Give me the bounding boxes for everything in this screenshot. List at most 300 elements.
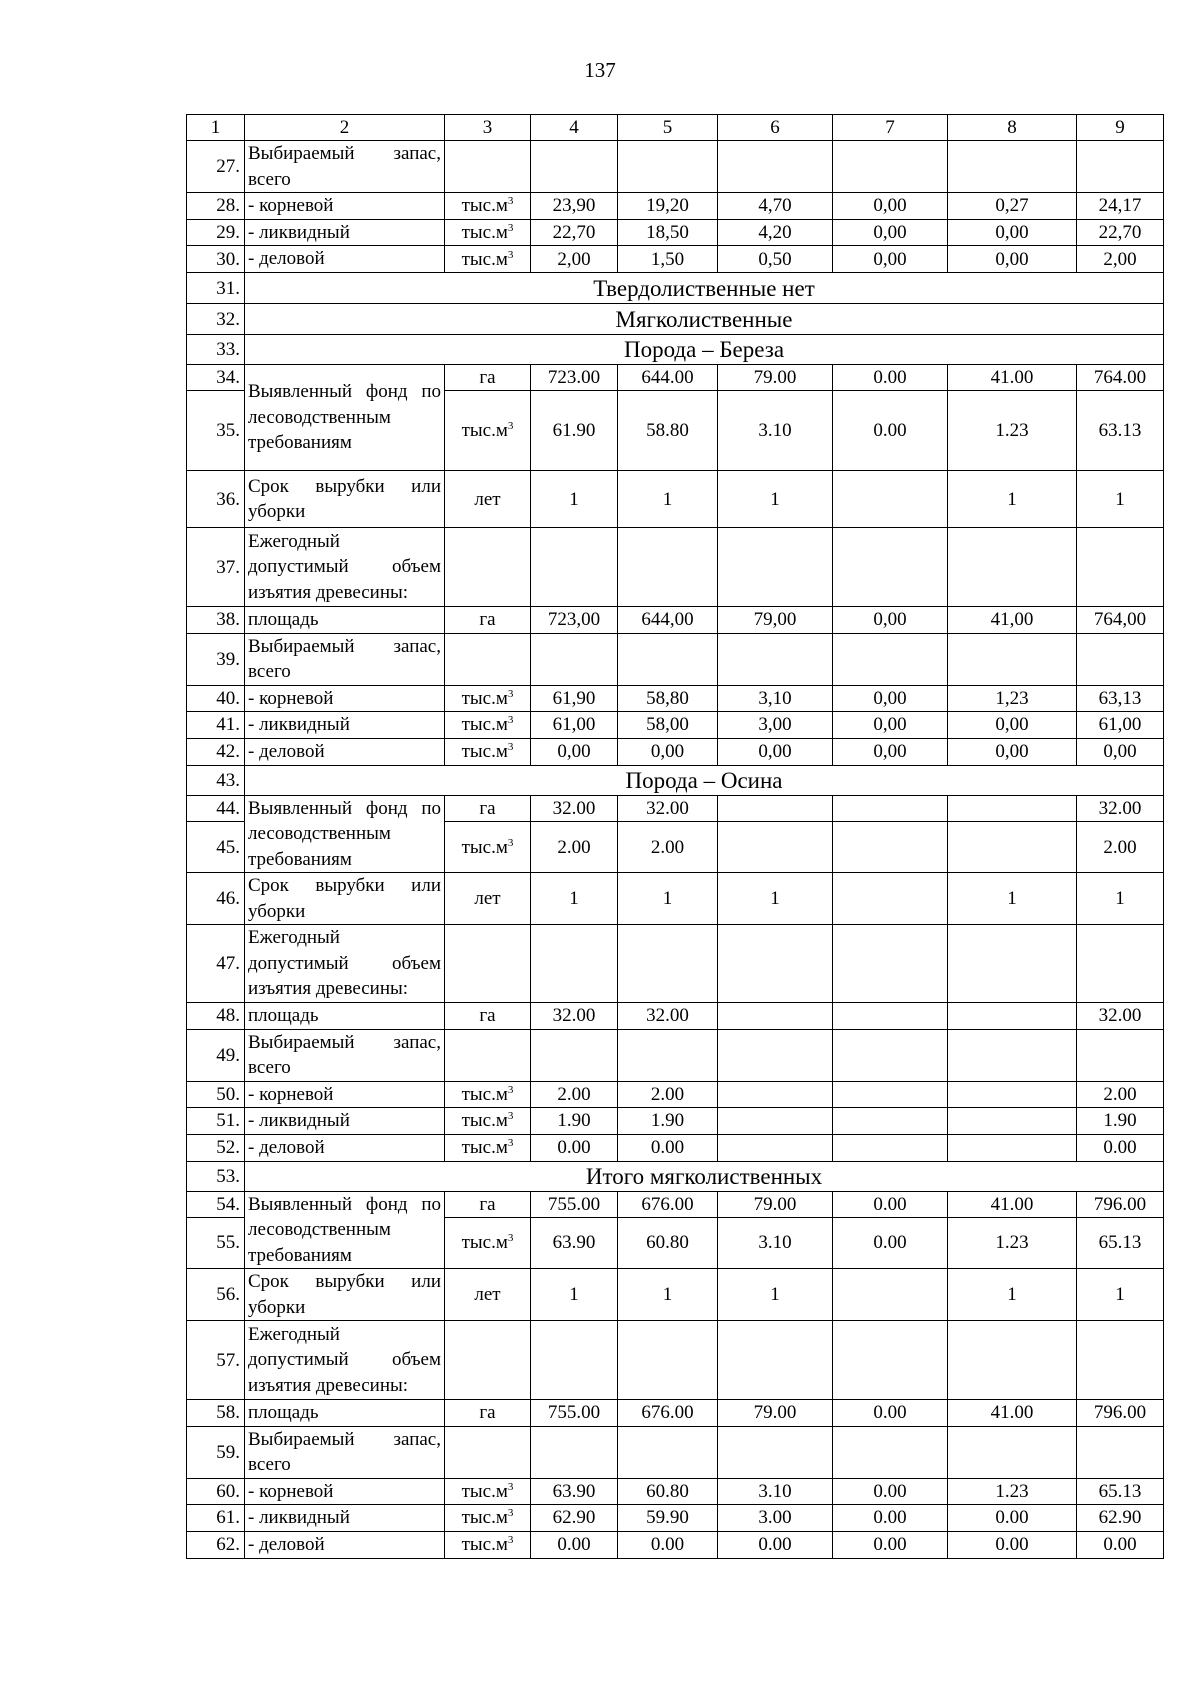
row-number: 30.	[187, 246, 245, 273]
value-cell	[718, 925, 833, 1003]
table-row	[187, 1191, 1164, 1217]
row-number: 59.	[187, 1426, 245, 1478]
unit-cell	[445, 528, 531, 607]
value-cell: 676.00	[618, 1191, 718, 1217]
header-cell: 7	[833, 115, 948, 141]
value-cell: 0,00	[833, 246, 948, 273]
value-cell: 1	[618, 873, 718, 925]
value-cell	[833, 1108, 948, 1135]
unit-cell: га	[445, 365, 531, 391]
value-cell	[1077, 925, 1164, 1003]
row-number: 31.	[187, 273, 245, 304]
value-cell: 2.00	[531, 1081, 618, 1108]
table-row	[187, 712, 1164, 739]
value-cell	[948, 1108, 1077, 1135]
section-title: Мягколиственные	[245, 304, 1164, 335]
value-cell: 65.13	[1077, 1478, 1164, 1505]
value-cell	[1077, 633, 1164, 685]
value-cell: 1	[618, 1269, 718, 1321]
value-cell: 0,00	[618, 738, 718, 765]
unit-cell	[445, 141, 531, 193]
value-cell: 65.13	[1077, 1217, 1164, 1268]
value-cell: 2.00	[618, 1081, 718, 1108]
row-number: 43.	[187, 765, 245, 795]
row-number: 48.	[187, 1003, 245, 1030]
value-cell: 2.00	[531, 822, 618, 873]
row-description: площадь	[245, 1003, 445, 1030]
value-cell: 79.00	[718, 1191, 833, 1217]
value-cell: 0.00	[833, 1191, 948, 1217]
value-cell: 32.00	[1077, 795, 1164, 822]
row-description: - ликвидный	[245, 1108, 445, 1135]
row-number: 33.	[187, 335, 245, 365]
value-cell: 796.00	[1077, 1191, 1164, 1217]
row-number: 32.	[187, 304, 245, 335]
value-cell: 0,00	[833, 685, 948, 712]
table-row	[187, 193, 1164, 220]
table-row	[187, 1269, 1164, 1321]
value-cell	[833, 471, 948, 528]
value-cell: 4,20	[718, 219, 833, 246]
value-cell: 0.00	[833, 1531, 948, 1558]
table-row	[187, 1161, 1164, 1191]
unit-superscript: 3	[507, 836, 514, 849]
section-title: Твердолиственные нет	[245, 273, 1164, 304]
value-cell: 0,27	[948, 193, 1077, 220]
value-cell: 644,00	[618, 607, 718, 634]
value-cell: 0.00	[948, 1531, 1077, 1558]
table-row	[187, 1081, 1164, 1108]
table-row	[187, 1478, 1164, 1505]
unit-superscript: 3	[507, 1480, 514, 1493]
unit-cell: га	[445, 795, 531, 822]
value-cell: 2,00	[531, 246, 618, 273]
table-row	[187, 685, 1164, 712]
unit-cell: га	[445, 1003, 531, 1030]
value-cell	[833, 925, 948, 1003]
value-cell	[718, 1108, 833, 1135]
value-cell: 1	[948, 873, 1077, 925]
unit-superscript: 3	[507, 1534, 514, 1546]
row-description: Ежегодный допустимый объем изъятия древесины:	[245, 1321, 445, 1400]
value-cell: 723.00	[531, 365, 618, 391]
value-cell: 63.13	[1077, 391, 1164, 471]
unit-cell	[445, 633, 531, 685]
row-description: - ликвидный	[245, 712, 445, 739]
value-cell: 0,00	[531, 738, 618, 765]
value-cell: 62.90	[531, 1505, 618, 1532]
value-cell	[833, 1081, 948, 1108]
row-description: - ликвидный	[245, 219, 445, 246]
header-cell: 3	[445, 115, 531, 141]
value-cell: 3.10	[718, 391, 833, 471]
row-description: Выбираемый запас, всего	[245, 141, 445, 193]
table-row	[187, 607, 1164, 634]
unit-superscript: 3	[507, 1083, 514, 1096]
value-cell: 62.90	[1077, 1505, 1164, 1532]
table-row	[187, 795, 1164, 822]
value-cell: 0,00	[948, 246, 1077, 273]
row-number: 54.	[187, 1191, 245, 1217]
unit-cell: га	[445, 607, 531, 634]
value-cell: 0.00	[618, 1134, 718, 1161]
row-number: 36.	[187, 471, 245, 528]
value-cell	[833, 1426, 948, 1478]
forest-data-table	[186, 114, 1164, 1559]
value-cell: 22,70	[531, 219, 618, 246]
value-cell: 0.00	[833, 1400, 948, 1427]
value-cell: 1.23	[948, 391, 1077, 471]
value-cell	[948, 528, 1077, 607]
unit-cell: $тыс.м^3$	[445, 391, 531, 471]
value-cell	[1077, 1426, 1164, 1478]
value-cell: 1,23	[948, 685, 1077, 712]
row-description: - деловой	[245, 246, 445, 273]
table-row	[187, 1108, 1164, 1135]
value-cell: 63.90	[531, 1478, 618, 1505]
header-cell: 9	[1077, 115, 1164, 141]
table-row	[187, 246, 1164, 273]
section-title: Порода – Осина	[245, 765, 1164, 795]
unit-superscript: 3	[507, 1232, 514, 1245]
table-row	[187, 1321, 1164, 1400]
value-cell: 0.00	[531, 1134, 618, 1161]
header-cell: 4	[531, 115, 618, 141]
table-row	[187, 1029, 1164, 1081]
value-cell: 3,10	[718, 685, 833, 712]
unit-superscript: 3	[507, 221, 514, 234]
value-cell: 0.00	[833, 1505, 948, 1532]
row-number: 28.	[187, 193, 245, 220]
value-cell: 1.90	[1077, 1108, 1164, 1135]
value-cell: 1.23	[948, 1478, 1077, 1505]
row-number: 42.	[187, 738, 245, 765]
value-cell: 22,70	[1077, 219, 1164, 246]
row-number: 51.	[187, 1108, 245, 1135]
value-cell: 1	[531, 873, 618, 925]
value-cell: 0,00	[948, 712, 1077, 739]
unit-superscript: 3	[507, 741, 514, 753]
value-cell: 0,00	[833, 193, 948, 220]
row-description: площадь	[245, 607, 445, 634]
value-cell: 18,50	[618, 219, 718, 246]
value-cell	[618, 925, 718, 1003]
row-number: 55.	[187, 1217, 245, 1268]
value-cell: 0.00	[718, 1531, 833, 1558]
unit-superscript: 3	[507, 420, 514, 432]
unit-superscript: 3	[507, 195, 514, 208]
unit-cell: $тыс.м^3$	[445, 822, 531, 873]
value-cell	[1077, 1029, 1164, 1081]
unit-superscript: 3	[507, 687, 514, 700]
value-cell: 19,20	[618, 193, 718, 220]
row-description: - ликвидный	[245, 1505, 445, 1532]
value-cell: 2.00	[618, 822, 718, 873]
unit-cell: $тыс.м^3$	[445, 738, 531, 765]
table-row	[187, 633, 1164, 685]
value-cell	[833, 141, 948, 193]
table-row	[187, 925, 1164, 1003]
value-cell: 32.00	[531, 795, 618, 822]
value-cell: 61.90	[531, 391, 618, 471]
value-cell	[1077, 1321, 1164, 1400]
value-cell	[618, 528, 718, 607]
value-cell: 644.00	[618, 365, 718, 391]
value-cell: 0.00	[833, 1217, 948, 1268]
row-description: - деловой	[245, 738, 445, 765]
value-cell: 61,90	[531, 685, 618, 712]
value-cell	[948, 1029, 1077, 1081]
value-cell: 61,00	[1077, 712, 1164, 739]
unit-superscript: 3	[507, 1110, 514, 1123]
unit-superscript: 3	[507, 248, 514, 261]
value-cell: 1	[1077, 1269, 1164, 1321]
value-cell	[833, 1134, 948, 1161]
row-number: 61.	[187, 1505, 245, 1532]
value-cell: 0.00	[531, 1531, 618, 1558]
value-cell: 79.00	[718, 1400, 833, 1427]
table-row	[187, 873, 1164, 925]
value-cell	[618, 141, 718, 193]
row-description: Выявленный фонд по лесоводственным требованиям	[245, 795, 445, 873]
value-cell: 63,13	[1077, 685, 1164, 712]
value-cell	[948, 1426, 1077, 1478]
value-cell	[948, 925, 1077, 1003]
row-description: - корневой	[245, 1478, 445, 1505]
value-cell: 0,00	[948, 219, 1077, 246]
value-cell: 1	[718, 471, 833, 528]
value-cell: 60.80	[618, 1217, 718, 1268]
row-number: 40.	[187, 685, 245, 712]
table-row	[187, 304, 1164, 335]
value-cell	[531, 1321, 618, 1400]
value-cell: 1	[531, 1269, 618, 1321]
value-cell	[948, 795, 1077, 822]
row-number: 29.	[187, 219, 245, 246]
row-number: 45.	[187, 822, 245, 873]
row-number: 44.	[187, 795, 245, 822]
table-row	[187, 1531, 1164, 1558]
value-cell: 0,00	[948, 738, 1077, 765]
row-description: Срок вырубки или уборки	[245, 1269, 445, 1321]
row-number: 57.	[187, 1321, 245, 1400]
unit-cell: лет	[445, 471, 531, 528]
value-cell: 764,00	[1077, 607, 1164, 634]
value-cell	[718, 1003, 833, 1030]
value-cell	[833, 795, 948, 822]
row-description: Выбираемый запас, всего	[245, 1029, 445, 1081]
value-cell: 0.00	[948, 1505, 1077, 1532]
row-number: 52.	[187, 1134, 245, 1161]
value-cell	[531, 633, 618, 685]
value-cell: 0.00	[833, 1478, 948, 1505]
unit-cell: $тыс.м^3$	[445, 1505, 531, 1532]
row-description: - корневой	[245, 1081, 445, 1108]
value-cell: 796.00	[1077, 1400, 1164, 1427]
value-cell: 60.80	[618, 1478, 718, 1505]
row-description: Выявленный фонд по лесоводственным требованиям	[245, 365, 445, 471]
unit-cell: га	[445, 1191, 531, 1217]
row-number: 60.	[187, 1478, 245, 1505]
value-cell	[948, 1003, 1077, 1030]
value-cell: 3.00	[718, 1505, 833, 1532]
value-cell: 755.00	[531, 1400, 618, 1427]
value-cell: 0,00	[833, 607, 948, 634]
value-cell: 32.00	[1077, 1003, 1164, 1030]
value-cell: 58,00	[618, 712, 718, 739]
row-description: Срок вырубки или уборки	[245, 873, 445, 925]
value-cell	[718, 1081, 833, 1108]
value-cell	[718, 1029, 833, 1081]
table-row	[187, 738, 1164, 765]
value-cell: 1	[1077, 471, 1164, 528]
value-cell	[718, 141, 833, 193]
value-cell: 1	[718, 1269, 833, 1321]
row-number: 49.	[187, 1029, 245, 1081]
value-cell: 0.00	[1077, 1134, 1164, 1161]
value-cell	[531, 528, 618, 607]
value-cell: 4,70	[718, 193, 833, 220]
value-cell	[833, 873, 948, 925]
section-title: Порода – Береза	[245, 335, 1164, 365]
value-cell	[718, 633, 833, 685]
value-cell: 63.90	[531, 1217, 618, 1268]
value-cell	[618, 1321, 718, 1400]
row-description: - деловой	[245, 1134, 445, 1161]
table-row	[187, 471, 1164, 528]
header-cell: 8	[948, 115, 1077, 141]
row-description: Выбираемый запас, всего	[245, 1426, 445, 1478]
value-cell: 3.10	[718, 1217, 833, 1268]
value-cell: 0.00	[833, 391, 948, 471]
value-cell	[531, 141, 618, 193]
row-number: 35.	[187, 391, 245, 471]
value-cell: 0,00	[1077, 738, 1164, 765]
value-cell: 59.90	[618, 1505, 718, 1532]
row-number: 39.	[187, 633, 245, 685]
table-row	[187, 141, 1164, 193]
value-cell: 0,00	[833, 738, 948, 765]
value-cell: 1	[718, 873, 833, 925]
row-number: 38.	[187, 607, 245, 634]
row-number: 53.	[187, 1161, 245, 1191]
row-number: 34.	[187, 365, 245, 391]
value-cell	[618, 1426, 718, 1478]
unit-cell: $тыс.м^3$	[445, 1217, 531, 1268]
value-cell: 1	[618, 471, 718, 528]
value-cell	[718, 795, 833, 822]
unit-superscript: 3	[507, 1507, 514, 1520]
value-cell: 0.00	[833, 365, 948, 391]
row-number: 62.	[187, 1531, 245, 1558]
value-cell	[531, 1426, 618, 1478]
table-row	[187, 1003, 1164, 1030]
row-description: Ежегодный допустимый объем изъятия древесины:	[245, 528, 445, 607]
value-cell: 32.00	[531, 1003, 618, 1030]
value-cell	[718, 1321, 833, 1400]
value-cell	[948, 1134, 1077, 1161]
value-cell: 1,50	[618, 246, 718, 273]
row-number: 27.	[187, 141, 245, 193]
value-cell: 0.00	[618, 1531, 718, 1558]
header-cell: 1	[187, 115, 245, 141]
value-cell: 1	[948, 1269, 1077, 1321]
value-cell: 2,00	[1077, 246, 1164, 273]
table-row	[187, 765, 1164, 795]
value-cell: 2.00	[1077, 1081, 1164, 1108]
value-cell	[833, 1269, 948, 1321]
value-cell	[948, 822, 1077, 873]
row-number: 47.	[187, 925, 245, 1003]
value-cell	[833, 1029, 948, 1081]
header-row	[187, 115, 1164, 141]
value-cell: 0,00	[833, 219, 948, 246]
unit-cell	[445, 1426, 531, 1478]
value-cell	[718, 528, 833, 607]
value-cell: 79,00	[718, 607, 833, 634]
header-cell: 5	[618, 115, 718, 141]
section-title: Итого мягколиственных	[245, 1161, 1164, 1191]
value-cell	[718, 822, 833, 873]
value-cell	[833, 1003, 948, 1030]
unit-cell	[445, 925, 531, 1003]
unit-cell: $тыс.м^3$	[445, 1134, 531, 1161]
row-description: Ежегодный допустимый объем изъятия древесины:	[245, 925, 445, 1003]
value-cell: 23,90	[531, 193, 618, 220]
value-cell: 0.00	[1077, 1531, 1164, 1558]
unit-cell: га	[445, 1400, 531, 1427]
unit-cell: $тыс.м^3$	[445, 246, 531, 273]
value-cell: 676.00	[618, 1400, 718, 1427]
value-cell	[531, 925, 618, 1003]
value-cell	[833, 822, 948, 873]
value-cell: 0,50	[718, 246, 833, 273]
row-description: площадь	[245, 1400, 445, 1427]
row-number: 58.	[187, 1400, 245, 1427]
table-row	[187, 1134, 1164, 1161]
unit-cell: лет	[445, 873, 531, 925]
unit-cell: лет	[445, 1269, 531, 1321]
header-cell: 2	[245, 115, 445, 141]
value-cell	[618, 633, 718, 685]
table-row	[187, 365, 1164, 391]
unit-cell: $тыс.м^3$	[445, 1478, 531, 1505]
value-cell	[948, 1081, 1077, 1108]
unit-cell	[445, 1029, 531, 1081]
value-cell	[718, 1426, 833, 1478]
row-number: 46.	[187, 873, 245, 925]
value-cell: 764.00	[1077, 365, 1164, 391]
table-row	[187, 528, 1164, 607]
value-cell: 755.00	[531, 1191, 618, 1217]
value-cell: 1	[1077, 873, 1164, 925]
value-cell	[1077, 141, 1164, 193]
value-cell	[948, 141, 1077, 193]
table-row	[187, 1426, 1164, 1478]
unit-cell: $тыс.м^3$	[445, 685, 531, 712]
value-cell: 41.00	[948, 1191, 1077, 1217]
unit-cell: $тыс.м^3$	[445, 193, 531, 220]
row-number: 41.	[187, 712, 245, 739]
unit-cell: $тыс.м^3$	[445, 1081, 531, 1108]
row-description: - корневой	[245, 193, 445, 220]
row-description: Срок вырубки или уборки	[245, 471, 445, 528]
value-cell: 41.00	[948, 1400, 1077, 1427]
value-cell	[833, 633, 948, 685]
value-cell	[718, 1134, 833, 1161]
page-number: 137	[584, 58, 616, 82]
value-cell	[948, 633, 1077, 685]
